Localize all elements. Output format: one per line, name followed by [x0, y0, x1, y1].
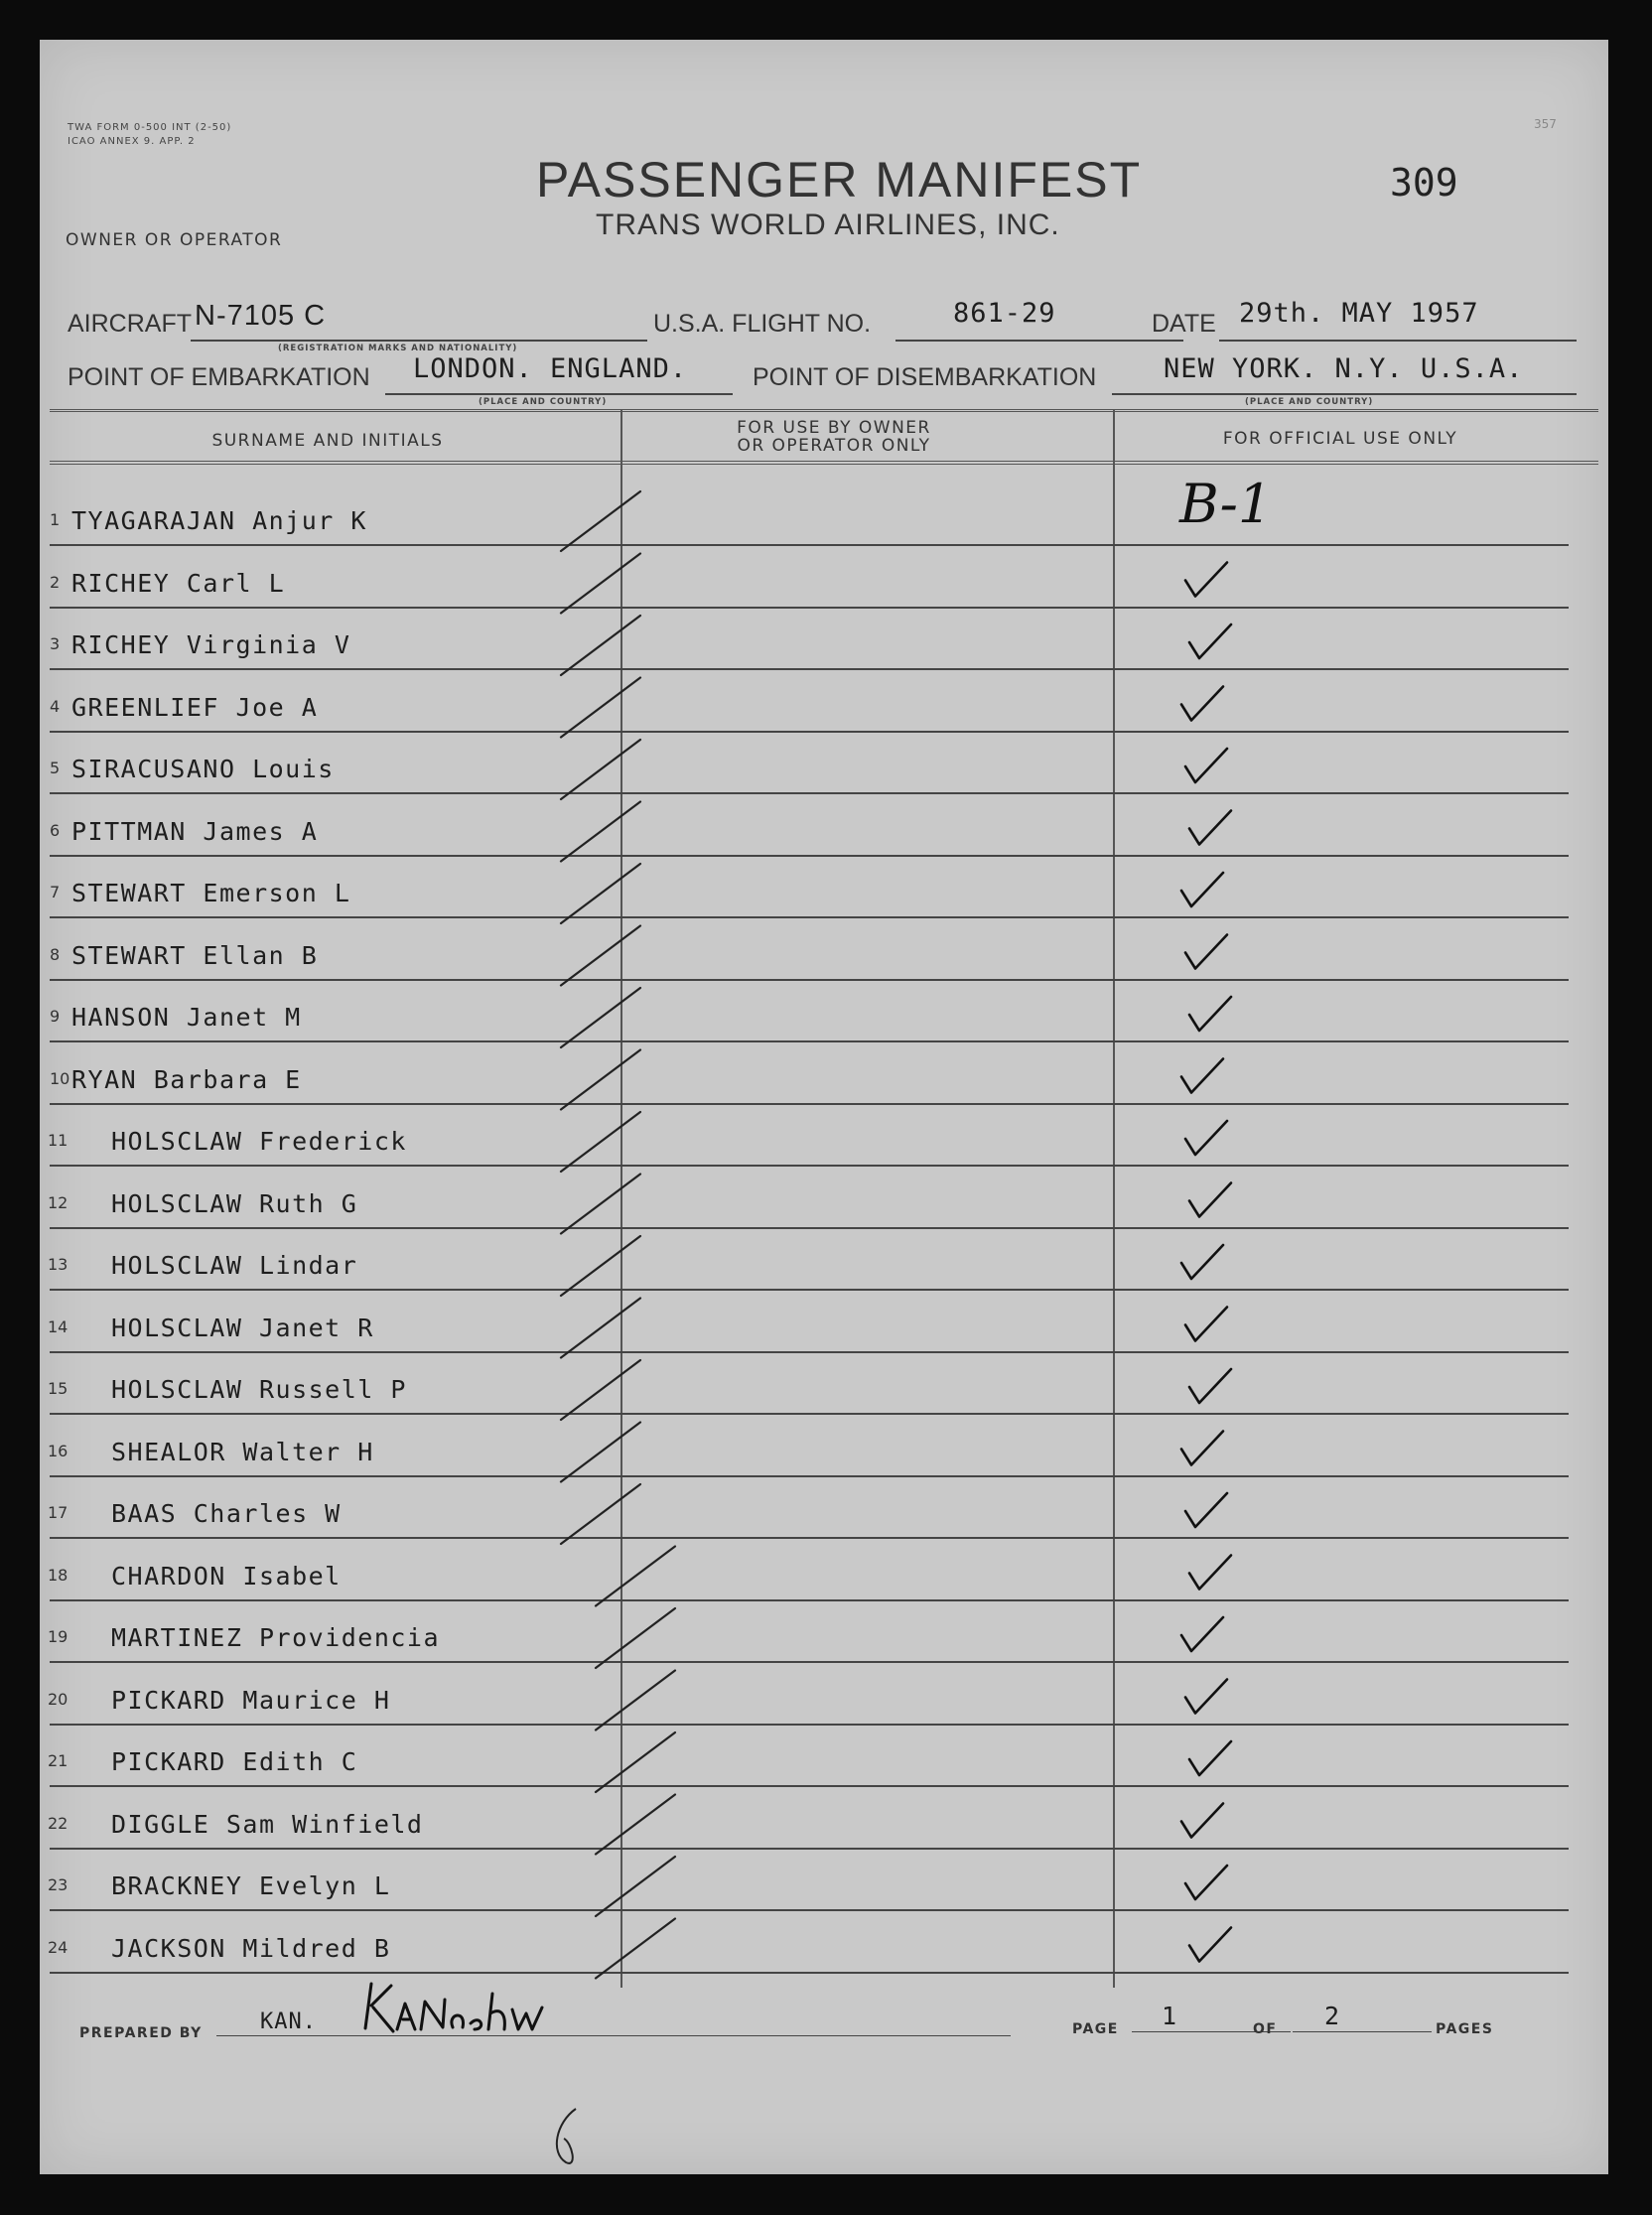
operator-tick: [561, 616, 640, 675]
operator-tick: [561, 554, 640, 614]
row-number: 11: [48, 1131, 69, 1150]
passenger-name: PICKARD Edith C: [111, 1747, 358, 1776]
flight-value: 861-29: [953, 298, 1056, 329]
date-value: 29th. MAY 1957: [1239, 298, 1479, 329]
prepared-by-label: PREPARED BY: [79, 2025, 203, 2041]
embarkation-value: LONDON. ENGLAND.: [413, 353, 688, 384]
sheet-number: 309: [1390, 161, 1458, 205]
official-checkmark: [1189, 1741, 1231, 1775]
manifest-sheet: [40, 40, 1608, 2174]
official-checkmark: [1185, 1866, 1227, 1899]
operator-tick: [596, 1857, 675, 1916]
official-checkmark: [1185, 935, 1227, 969]
official-checkmark: [1181, 873, 1223, 906]
passenger-name: MARTINEZ Providencia: [111, 1623, 441, 1652]
passenger-name: RYAN Barbara E: [71, 1064, 302, 1094]
flight-label: U.S.A. FLIGHT NO.: [653, 310, 872, 338]
row-number: 18: [48, 1565, 69, 1585]
official-checkmark: [1181, 1617, 1223, 1651]
official-checkmark: [1181, 687, 1223, 721]
official-checkmark: [1181, 1245, 1223, 1279]
official-checkmark: [1189, 624, 1231, 658]
row-number: 8: [50, 944, 61, 964]
owner-label: OWNER OR OPERATOR: [66, 230, 283, 250]
pages-label: PAGES: [1436, 2021, 1494, 2037]
registration-caption: (REGISTRATION MARKS AND NATIONALITY): [278, 344, 518, 353]
official-note: B-1: [1179, 473, 1273, 535]
embarkation-caption: (PLACE AND COUNTRY): [479, 397, 608, 407]
page-title: PASSENGER MANIFEST: [536, 152, 1143, 208]
of-label: OF: [1253, 2021, 1278, 2037]
row-number: 15: [48, 1379, 69, 1398]
row-number: 14: [48, 1316, 69, 1336]
row-number: 9: [50, 1007, 61, 1026]
passenger-name: PITTMAN James A: [71, 816, 319, 846]
passenger-name: GREENLIEF Joe A: [71, 692, 319, 722]
official-checkmark: [1185, 563, 1227, 597]
passenger-name: BAAS Charles W: [111, 1499, 342, 1528]
row-number: 5: [50, 759, 61, 777]
row-number: 13: [48, 1255, 69, 1274]
official-checkmark: [1189, 1928, 1231, 1962]
operator-tick: [561, 864, 640, 923]
operator-tick: [561, 988, 640, 1047]
passenger-name: SHEALOR Walter H: [111, 1437, 374, 1466]
airline-name: TRANS WORLD AIRLINES, INC.: [596, 208, 1060, 241]
passenger-name: BRACKNEY Evelyn L: [111, 1871, 391, 1900]
official-checkmark: [1189, 1183, 1231, 1217]
official-checkmark: [1181, 1804, 1223, 1838]
embarkation-label: POINT OF EMBARKATION: [68, 363, 370, 391]
total-line: [1293, 2031, 1432, 2032]
checkmark-layer: [40, 40, 1608, 2174]
corner-number: 357: [1534, 117, 1557, 131]
operator-tick: [561, 1423, 640, 1482]
row-number: 23: [48, 1875, 69, 1894]
disembarkation-value: NEW YORK. N.Y. U.S.A.: [1164, 353, 1524, 384]
official-checkmark: [1185, 1680, 1227, 1714]
column-header-official-use: FOR OFFICIAL USE ONLY: [1222, 429, 1458, 449]
form-code-line1: TWA FORM 0-500 INT (2-50): [68, 122, 232, 133]
signature: [357, 1974, 576, 2043]
operator-tick: [561, 1360, 640, 1420]
passenger-name: SIRACUSANO Louis: [71, 755, 335, 783]
owner-use-line2: OR OPERATOR ONLY: [737, 436, 931, 456]
page-number: 1: [1162, 2002, 1178, 2030]
form-code-line2: ICAO ANNEX 9. APP. 2: [68, 136, 196, 147]
operator-tick: [561, 678, 640, 738]
passenger-name: HOLSCLAW Russell P: [111, 1375, 407, 1404]
official-checkmark: [1185, 1308, 1227, 1341]
passenger-name: HOLSCLAW Lindar: [111, 1251, 358, 1280]
passenger-name: HOLSCLAW Ruth G: [111, 1188, 358, 1218]
row-number: 1: [50, 510, 61, 529]
passenger-name: HANSON Janet M: [71, 1003, 302, 1032]
operator-tick: [596, 1547, 675, 1606]
row-number: 21: [48, 1751, 69, 1770]
official-checkmark: [1189, 997, 1231, 1031]
passenger-name: DIGGLE Sam Winfield: [111, 1809, 424, 1839]
prepared-by-value: KAN.: [260, 2009, 317, 2034]
operator-tick: [561, 491, 640, 551]
passenger-name: JACKSON Mildred B: [111, 1933, 391, 1963]
passenger-name: RICHEY Virginia V: [71, 630, 351, 659]
passenger-name: STEWART Emerson L: [71, 879, 351, 907]
operator-tick: [596, 1795, 675, 1855]
operator-tick: [596, 1919, 675, 1979]
disembarkation-caption: (PLACE AND COUNTRY): [1245, 397, 1374, 407]
official-checkmark: [1185, 749, 1227, 782]
column-header-surname: SURNAME AND INITIALS: [211, 431, 444, 451]
official-checkmark: [1185, 1493, 1227, 1527]
row-number: 16: [48, 1441, 69, 1460]
row-number: 10: [50, 1068, 70, 1088]
passenger-name: STEWART Ellan B: [71, 940, 319, 970]
official-checkmark: [1189, 1369, 1231, 1403]
row-number: 20: [48, 1689, 69, 1709]
row-number: 6: [50, 820, 61, 840]
operator-tick: [561, 1299, 640, 1358]
official-checkmark: [1189, 811, 1231, 845]
passenger-name: RICHEY Carl L: [71, 568, 286, 598]
row-number: 17: [48, 1503, 69, 1522]
official-checkmark: [1185, 1121, 1227, 1155]
page-label: PAGE: [1072, 2021, 1119, 2037]
official-checkmark: [1181, 1059, 1223, 1093]
official-checkmark: [1189, 1556, 1231, 1590]
operator-tick: [561, 1050, 640, 1110]
passenger-name: CHARDON Isabel: [111, 1561, 342, 1591]
operator-tick: [561, 740, 640, 799]
operator-tick: [596, 1608, 675, 1668]
operator-tick: [561, 1175, 640, 1234]
disembarkation-label: POINT OF DISEMBARKATION: [753, 363, 1097, 391]
owner-use-line1: FOR USE BY OWNER: [737, 418, 931, 438]
row-number: 4: [50, 696, 61, 716]
date-label: DATE: [1152, 310, 1216, 338]
row-number: 2: [50, 572, 61, 592]
operator-tick: [561, 1112, 640, 1172]
passenger-name: PICKARD Maurice H: [111, 1685, 391, 1715]
operator-tick: [561, 926, 640, 986]
passenger-name: TYAGARAJAN Anjur K: [71, 506, 367, 535]
stray-pen-mark: [536, 2103, 616, 2172]
operator-tick: [561, 1236, 640, 1296]
row-number: 19: [48, 1627, 69, 1646]
aircraft-label: AIRCRAFT: [68, 310, 192, 338]
passenger-name: HOLSCLAW Janet R: [111, 1313, 374, 1342]
row-number: 12: [48, 1192, 69, 1212]
row-number: 7: [50, 883, 61, 901]
row-number: 22: [48, 1813, 69, 1833]
total-pages: 2: [1324, 2002, 1341, 2030]
aircraft-value: N-7105 C: [195, 300, 327, 332]
operator-tick: [561, 802, 640, 862]
operator-tick: [596, 1732, 675, 1792]
prepared-by-line: [216, 2035, 1011, 2036]
row-number: 24: [48, 1937, 69, 1957]
row-number: 3: [50, 634, 61, 653]
operator-tick: [561, 1484, 640, 1544]
passenger-name: HOLSCLAW Frederick: [111, 1127, 407, 1156]
official-checkmark: [1181, 1432, 1223, 1465]
operator-tick: [596, 1671, 675, 1730]
